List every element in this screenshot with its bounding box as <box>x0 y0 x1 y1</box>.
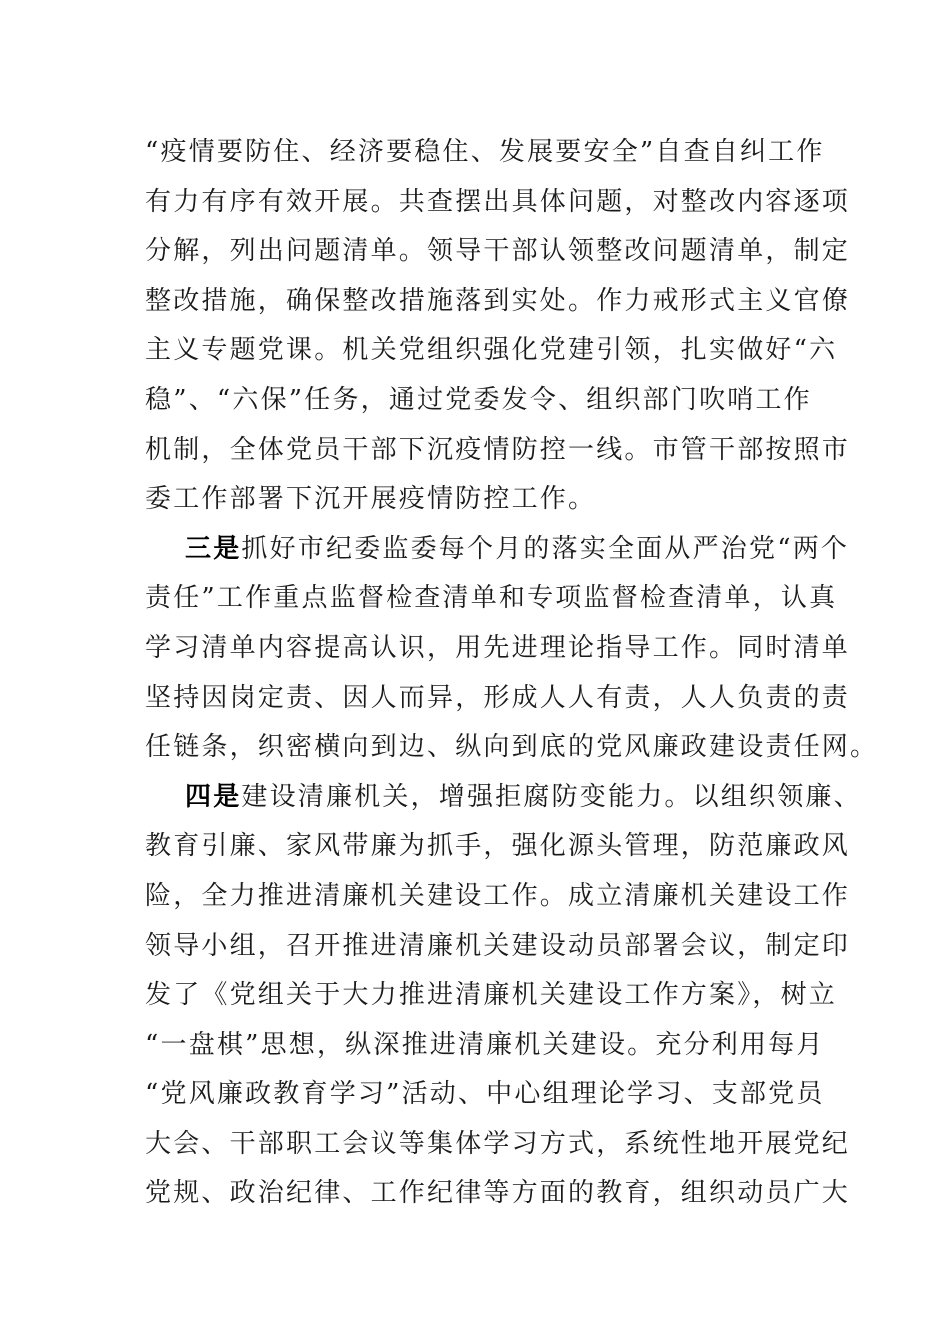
paragraph-2-line-3: 学习清单内容提高认识，用先进理论指导工作。同时清单 <box>145 632 851 663</box>
paragraph-3-line-6: “一盘棋”思想，纵深推进清廉机关建设。充分利用每月 <box>145 1029 825 1060</box>
paragraph-2-line-2: 责任”工作重点监督检查清单和专项监督检查清单，认真 <box>145 583 838 614</box>
paragraph-1-line-8: 委工作部署下沉开展疫情防控工作。 <box>145 484 597 515</box>
paragraph-1-line-7: 机制，全体党员干部下沉疫情防控一线。市管干部按照市 <box>145 434 851 465</box>
document-body <box>145 128 879 1219</box>
paragraph-1-line-4: 整改措施，确保整改措施落到实处。作力戒形式主义官僚 <box>145 285 851 316</box>
paragraph-3-first-line <box>145 773 862 823</box>
paragraph-3-line-9: 党规、政治纪律、工作纪律等方面的教育，组织动员广大 <box>145 1178 851 1209</box>
paragraph-2-first-line <box>145 525 850 575</box>
paragraph-1-line-1: “疫情要防住、经济要稳住、发展要安全”自查自纠工作 <box>145 137 825 167</box>
paragraph-3-first-rest: 建设清廉机关，增强拒腐防变能力。以组织领廉、 <box>241 781 862 812</box>
paragraph-1-line-6: 稳”、“六保”任务，通过党委发令、组织部门吹哨工作 <box>145 384 812 415</box>
paragraph-2-lead: 三是 <box>185 533 242 564</box>
paragraph-1-line-5: 主义专题党课。机关党组织强化党建引领，扎实做好“六 <box>145 335 838 366</box>
paragraph-2-line-4: 坚持因岗定责、因人而异，形成人人有责，人人负责的责 <box>145 682 851 713</box>
paragraph-3-line-3: 险，全力推进清廉机关建设工作。成立清廉机关建设工作 <box>145 880 851 911</box>
paragraph-3-line-7: “党风廉政教育学习”活动、中心组理论学习、支部党员 <box>145 1079 825 1110</box>
paragraph-3-lead: 四是 <box>185 781 242 812</box>
paragraph-3-line-2: 教育引廉、家风带廉为抓手，强化源头管理，防范廉政风 <box>145 831 851 862</box>
paragraph-1-line-3: 分解，列出问题清单。领导干部认领整改问题清单，制定 <box>145 236 851 267</box>
paragraph-2-line-5: 任链条，织密横向到边、纵向到底的党风廉政建设责任网。 <box>145 732 879 763</box>
paragraph-3-line-8: 大会、干部职工会议等集体学习方式，系统性地开展党纪 <box>145 1128 851 1159</box>
paragraph-2-first-rest: 抓好市纪委监委每个月的落实全面从严治党“两个 <box>241 533 850 564</box>
paragraph-3-line-4: 领导小组，召开推进清廉机关建设动员部署会议，制定印 <box>145 930 851 961</box>
paragraph-1-line-2: 有力有序有效开展。共查摆出具体问题，对整改内容逐项 <box>145 186 851 217</box>
paragraph-3-line-5: 发了《党组关于大力推进清廉机关建设工作方案》，树立 <box>145 980 838 1011</box>
